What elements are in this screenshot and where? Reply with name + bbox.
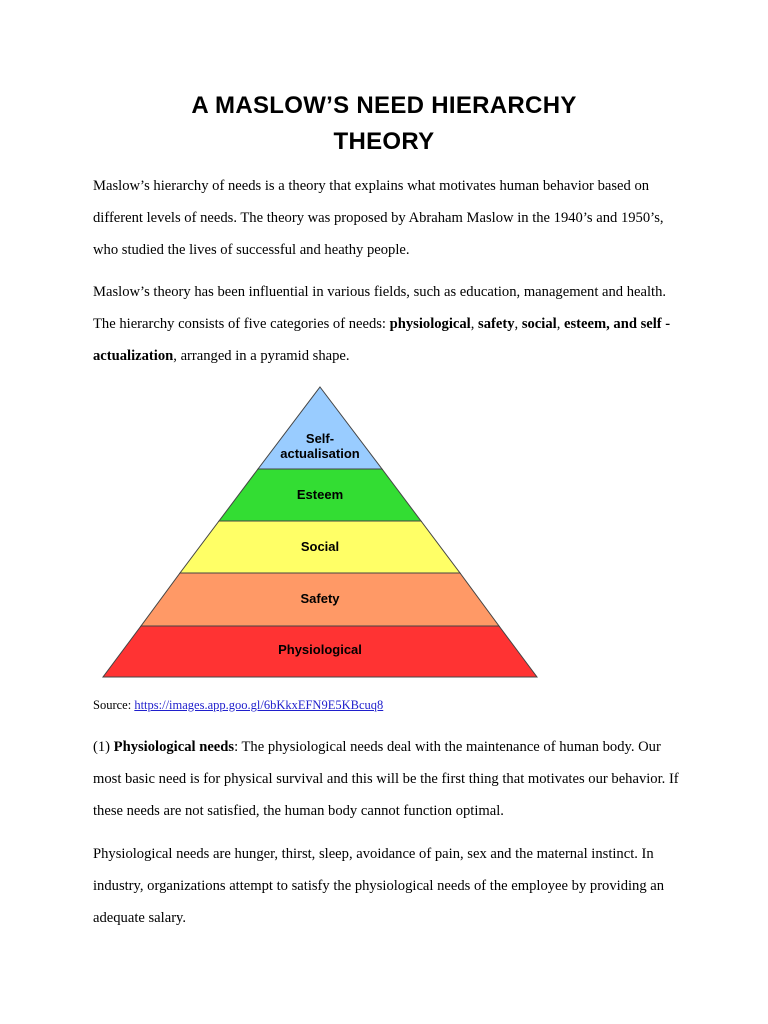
label-social: Social [300,539,340,554]
bold-esteem-self-actualization: esteem, and self -actualization [93,316,671,364]
label-physiological: Physiological [278,642,362,657]
sep-3: , [556,316,564,332]
intro-paragraph: Maslow’s hierarchy of needs is a theory that explains what motivates human behavior based on different levels of needs. The theory was proposed by Abraham Maslow in the 1940’s and 1950’s, who studied the lives of successful and heathy people. [93,178,664,258]
label-esteem: Esteem [296,487,344,502]
para2-text-before: Maslow’s theory has been influential in various fields, such as education, management and health. The hierarchy consists of five categories of needs: [93,284,667,332]
title-line-1: A MASLOW’S NEED HIERARCHY [191,92,577,119]
maslow-pyramid [100,385,540,680]
sep-2: , [514,316,522,332]
source-link[interactable]: https://images.app.goo.gl/6bKkxEFN9E5KBcuq8 [134,698,384,712]
page-title [0,88,768,160]
label-actualisation: actualisation [280,446,360,461]
para3-text: : The physiological needs deal with the maintenance of human body. Our most basic need is for physical survival and this will be the first thing that motivates our behavior. If these needs are not satisfied, the human body cannot function optimal. [93,739,679,819]
physiological-needs-paragraph [93,731,683,827]
label-safety: Safety [300,591,340,606]
image-source [93,698,383,713]
para2-text-after: , arranged in a pyramid shape. [173,348,350,364]
bold-safety: safety [478,316,515,332]
sep-1: , [470,316,479,332]
title-line-2: THEORY [333,128,435,155]
label-self: Self- [305,431,335,446]
physiological-examples-paragraph: Physiological needs are hunger, thirst, sleep, avoidance of pain, sex and the maternal instinct. In industry, organizations attempt to satisfy the physiological needs of the employee by providing an adequate salary. [93,846,665,926]
bold-physiological: physiological [389,316,471,332]
categories-paragraph [93,276,683,372]
bold-social: social [521,316,557,332]
source-label: Source: [93,698,135,712]
para3-bold-heading: Physiological needs [113,739,235,755]
para3-prefix: (1) [93,739,114,755]
